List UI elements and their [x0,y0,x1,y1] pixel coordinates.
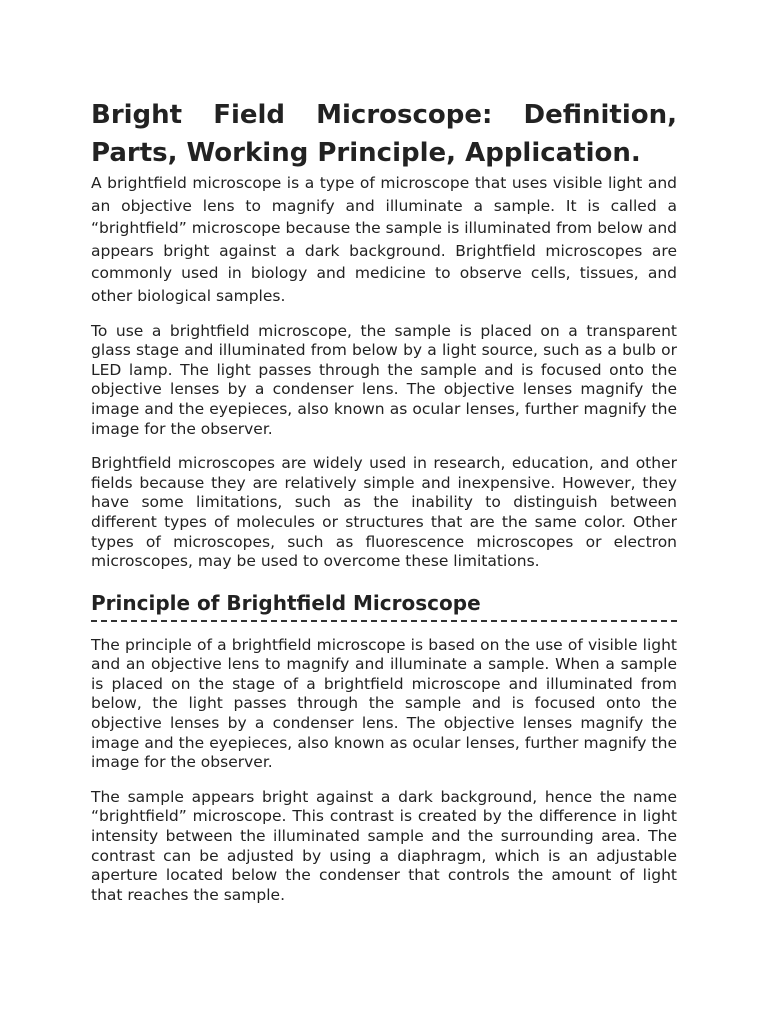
intro-paragraph: A brightfield microscope is a type of microscope that uses visible light and an objective lens to magnify and illuminate a sample. It is called a “brightfield” microscope because the sample is illuminated from below and appears bright against a dark background. Brightfield microscopes are commonly used in biology and medicine to observe cells, tissues, and other biological samples. [91,174,678,305]
applications-paragraph: Brightfield microscopes are widely used in research, education, and other fields because they are relatively simple and inexpensive. However, they have some limitations, such as the inability to distinguish between different types of molecules or structures that are the same color. Other types of microscopes, such as fluorescence microscopes or electron microscopes, may be used to overcome these limitations. [91,454,677,571]
usage-paragraph: To use a brightfield microscope, the sample is placed on a transparent glass stage and illuminated from below by a light source, such as a bulb or LED lamp. The light passes through the sample and is focused onto the objective lenses by a condenser lens. The objective lenses magnify the image and the eyepieces, also known as ocular lenses, further magnify the image for the observer. [91,321,677,438]
document-page [91,96,677,920]
section-heading-principle: Principle of Brightfield Microscope [91,590,481,615]
section-divider [91,620,677,622]
contrast-paragraph: The sample appears bright against a dark background, hence the name “brightfield” microscope. This contrast is created by the difference in light intensity between the illuminated sample and the surrounding area. The contrast can be adjusted by using a diaphragm, which is an adjustable aperture located below the condenser that controls the amount of light that reaches the sample. [91,787,677,904]
page-title: Bright Field Microscope: Definition, Parts, Working Principle, Application. [91,100,677,168]
principle-paragraph: The principle of a brightfield microscope is based on the use of visible light and an objective lens to magnify and illuminate a sample. When a sample is placed on the stage of a brightfield microscope and illuminated from below, the light passes through the sample and is focused onto the objective lenses by a condenser lens. The objective lenses magnify the image and the eyepieces, also known as ocular lenses, further magnify the image for the observer. [91,635,677,772]
